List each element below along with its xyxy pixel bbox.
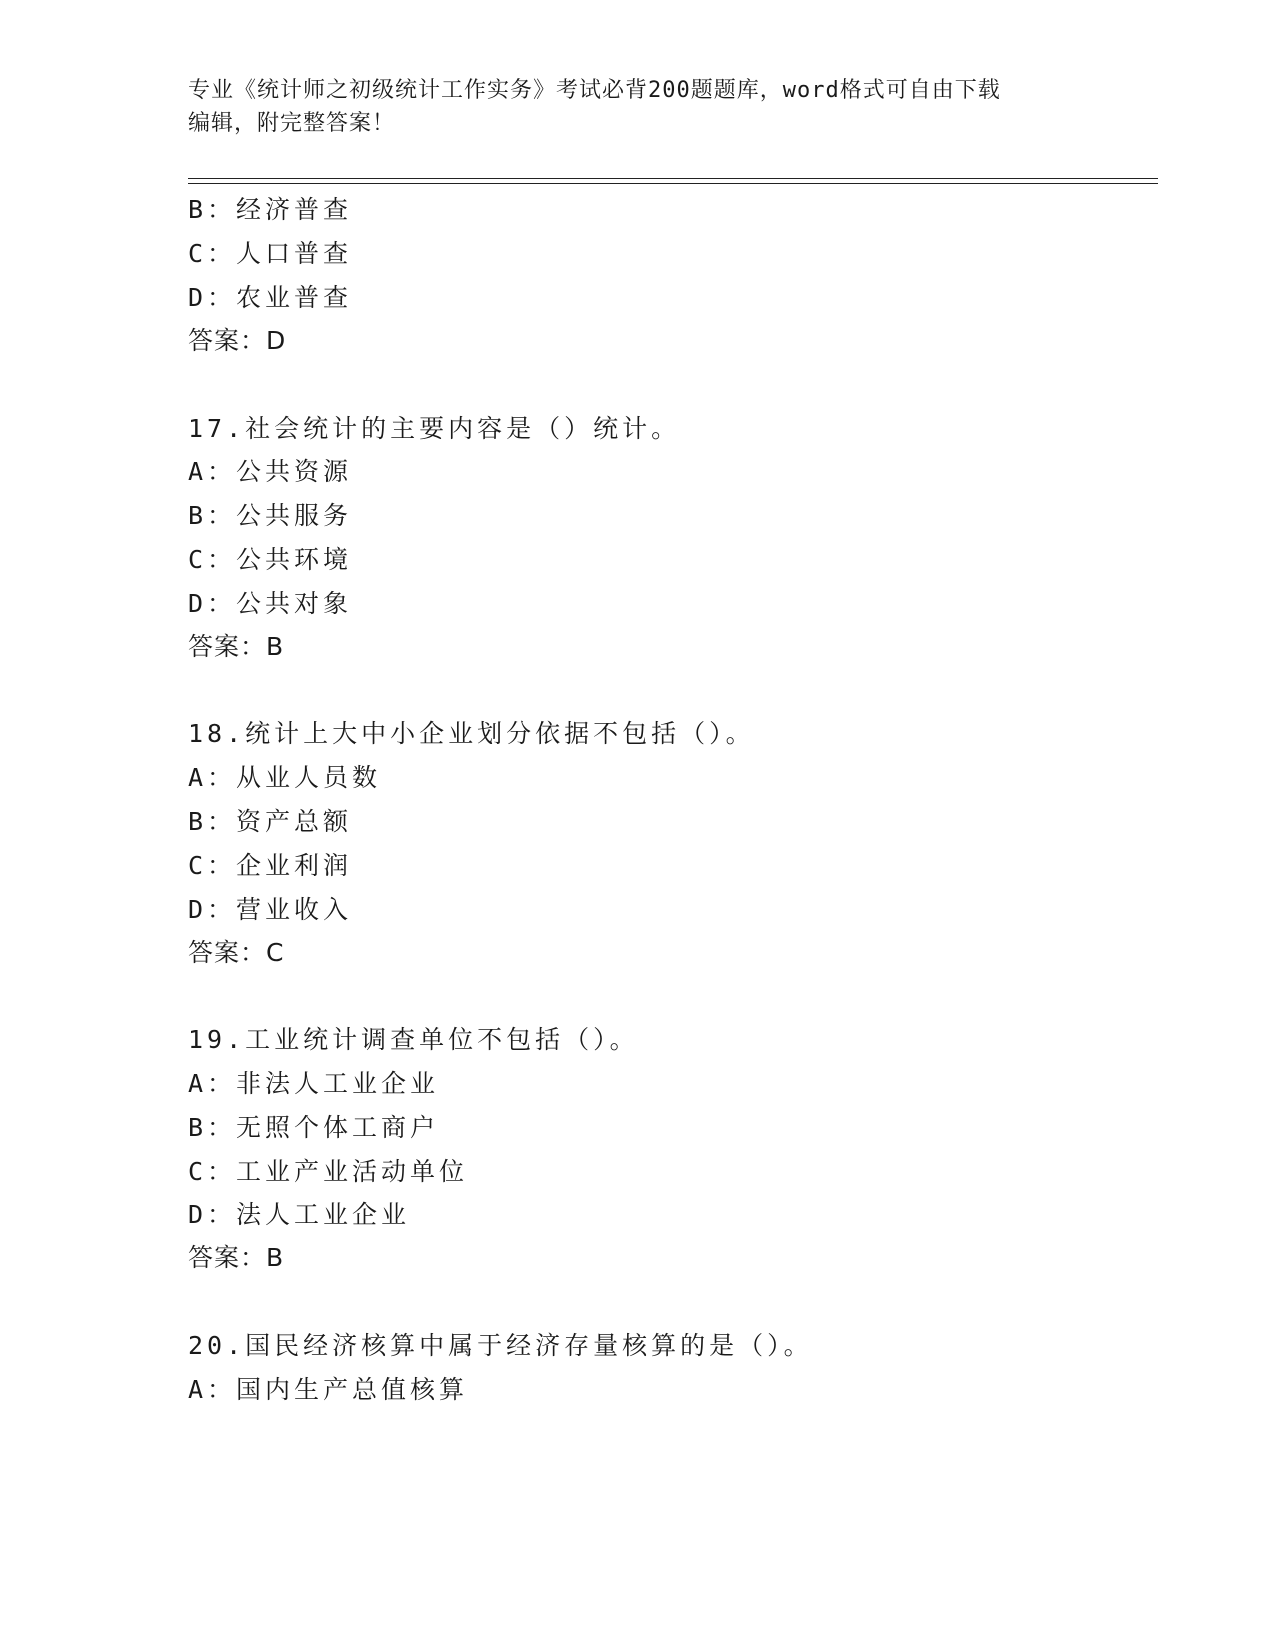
q17-option-a: A：公共资源 [188, 457, 353, 486]
q19-stem: 19.工业统计调查单位不包括（）。 [188, 1025, 639, 1054]
q18-stem: 18.统计上大中小企业划分依据不包括（）。 [188, 719, 755, 748]
q19-option-c: C：工业产业活动单位 [188, 1157, 469, 1186]
q18-option-a: A：从业人员数 [188, 763, 382, 792]
header-line-1: 专业《统计师之初级统计工作实务》考试必背200题题库，word格式可自由下载 [188, 78, 1001, 103]
q20-option-a: A：国内生产总值核算 [188, 1375, 469, 1404]
q16-option-b: B：经济普查 [188, 195, 353, 224]
q18-answer: 答案：C [188, 938, 285, 967]
q19-option-a: A：非法人工业企业 [188, 1069, 440, 1098]
header-rule-bottom [188, 183, 1158, 184]
document-header [188, 74, 1068, 140]
q19-option-d: D：法人工业企业 [188, 1200, 411, 1229]
q17-option-b: B：公共服务 [188, 501, 353, 530]
q18-option-c: C：企业利润 [188, 851, 353, 880]
header-rule-top [188, 178, 1158, 179]
q16-answer: 答案：D [188, 326, 287, 355]
header-line-2: 编辑，附完整答案！ [188, 111, 396, 136]
q16-option-c: C：人口普查 [188, 239, 353, 268]
q17-stem: 17.社会统计的主要内容是（）统计。 [188, 414, 681, 443]
q19-answer: 答案：B [188, 1243, 285, 1272]
q17-option-c: C：公共环境 [188, 545, 353, 574]
q20-stem: 20.国民经济核算中属于经济存量核算的是（）。 [188, 1331, 813, 1360]
q18-option-b: B：资产总额 [188, 807, 353, 836]
q16-option-d: D：农业普查 [188, 283, 353, 312]
q18-option-d: D：营业收入 [188, 895, 353, 924]
q19-option-b: B：无照个体工商户 [188, 1113, 440, 1142]
q17-answer: 答案：B [188, 632, 285, 661]
q17-option-d: D：公共对象 [188, 589, 353, 618]
